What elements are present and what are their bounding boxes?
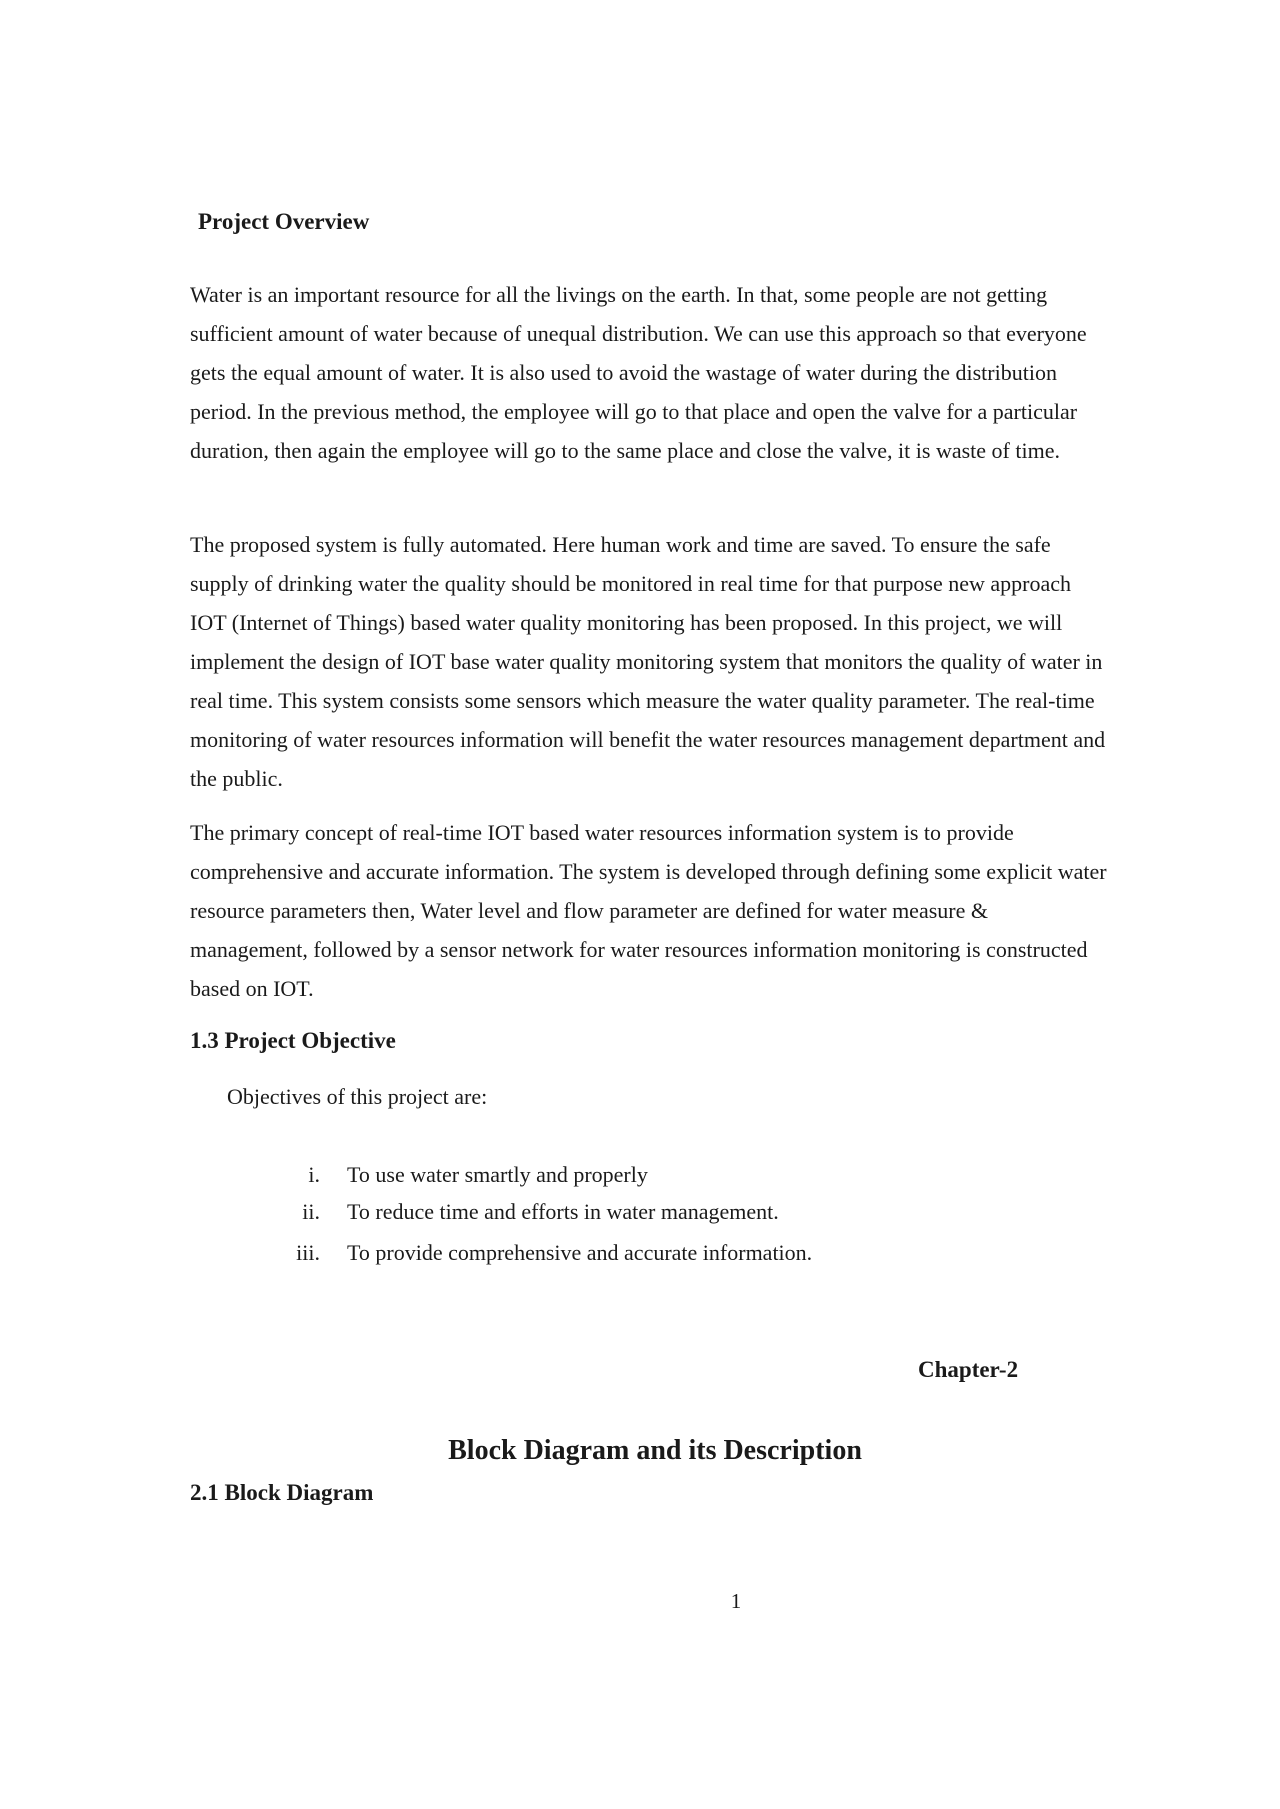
- list-item-text: To use water smartly and properly: [347, 1162, 648, 1187]
- page-number: 1: [730, 1589, 742, 1613]
- list-item: [280, 1162, 1080, 1188]
- section-heading: 2.1 Block Diagram: [190, 1480, 374, 1505]
- list-item-text: To reduce time and efforts in water management.: [347, 1199, 779, 1224]
- objective-intro: Objectives of this project are:: [227, 1084, 488, 1109]
- list-item: [280, 1240, 1080, 1266]
- list-item-number: iii.: [296, 1240, 320, 1265]
- overview-paragraph-3: The primary concept of real-time IOT based water resources information system is to provide comprehensive and accurate information. The system is developed through defining some explicit water resource parameters then, Water level and flow parameter are defined for water measure & management, followed by a sensor network for water resources information monitoring is constructed based on IOT.: [190, 820, 1107, 1001]
- chapter-label: Chapter-2: [918, 1357, 1019, 1382]
- overview-heading: Project Overview: [198, 209, 370, 234]
- chapter-title: Block Diagram and its Description: [448, 1435, 862, 1466]
- list-item-text: To provide comprehensive and accurate information.: [347, 1240, 813, 1265]
- list-item-number: i.: [308, 1162, 320, 1187]
- list-item-number: ii.: [302, 1199, 320, 1224]
- list-item: [280, 1199, 1080, 1225]
- overview-paragraph-1: Water is an important resource for all the livings on the earth. In that, some people are not getting sufficient amount of water because of unequal distribution. We can use this approach so that everyone gets the equal amount of water. It is also used to avoid the wastage of water during the distribution period. In the previous method, the employee will go to that place and open the valve for a particular duration, then again the employee will go to the same place and close the valve, it is waste of time.: [190, 282, 1087, 463]
- overview-paragraph-2: The proposed system is fully automated. Here human work and time are saved. To ensure the safe supply of drinking water the quality should be monitored in real time for that purpose new approach IOT (Internet of Things) based water quality monitoring has been proposed. In this project, we will implement the design of IOT base water quality monitoring system that monitors the quality of water in real time. This system consists some sensors which measure the water quality parameter. The real-time monitoring of water resources information will benefit the water resources management department and the public.: [190, 532, 1106, 791]
- objective-heading: 1.3 Project Objective: [190, 1028, 396, 1053]
